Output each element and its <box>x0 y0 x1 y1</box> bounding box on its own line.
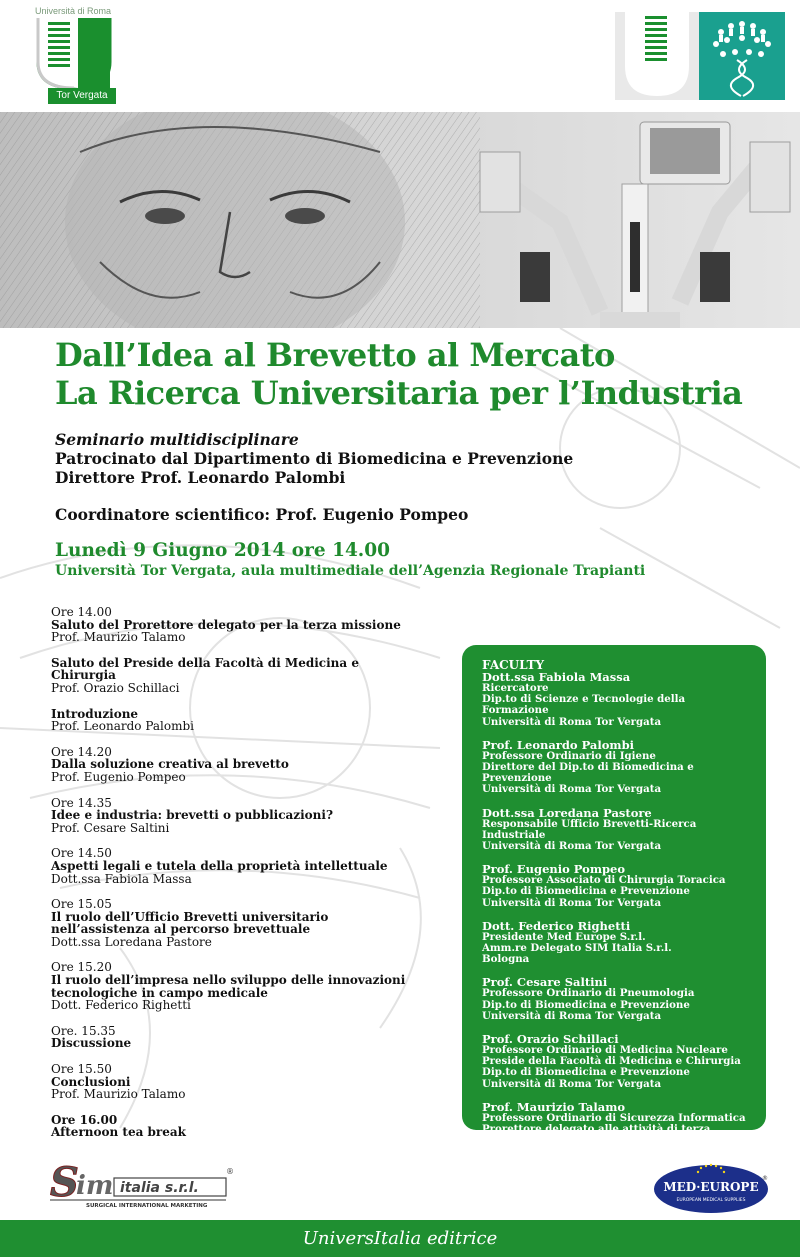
program-time: Ore 16.00 <box>51 1112 118 1127</box>
program-item <box>51 606 411 644</box>
svg-text:im: im <box>76 1171 114 1201</box>
faculty-member <box>482 671 746 728</box>
program-list <box>51 606 411 1152</box>
program-item <box>51 746 411 784</box>
faculty-role: Preside della Facoltà di Medicina e Chirurgia <box>482 1055 741 1068</box>
program-time: Ore. 15.35 <box>51 1023 116 1038</box>
program-speaker: Prof. Eugenio Pompeo <box>51 769 186 784</box>
program-speaker: Prof. Leonardo Palombi <box>51 719 194 734</box>
program-item <box>51 708 411 733</box>
faculty-member <box>482 739 746 796</box>
program-time: Ore 14.00 <box>51 605 112 619</box>
program-title: Il ruolo dell’impresa nello sviluppo delle innovazioni tecnologiche in campo medicale <box>51 973 406 1000</box>
faculty-role: Dip.to di Biomedicina e Prevenzione <box>482 998 690 1011</box>
publisher-name: UniversItalia editrice <box>302 1228 498 1249</box>
svg-text:S: S <box>50 1160 79 1206</box>
faculty-role: Prorettore delegato alle attività di terza missione <box>482 1123 711 1147</box>
program-item <box>51 1114 411 1139</box>
program-speaker: Prof. Maurizio Talamo <box>51 630 186 645</box>
faculty-name: Prof. Maurizio Talamo <box>482 1099 626 1114</box>
faculty-role: Amm.re Delegato SIM Italia S.r.l. <box>482 942 672 955</box>
program-title: Saluto del Preside della Facoltà di Medicina e Chirurgia <box>51 655 359 683</box>
faculty-role: Presidente Med Europe S.r.l. <box>482 930 646 943</box>
program-item <box>51 898 411 948</box>
program-item <box>51 847 411 885</box>
program-title: Dalla soluzione creativa al brevetto <box>51 757 289 772</box>
faculty-role: Professore Associato di Chirurgia Toracica <box>482 874 726 887</box>
department-tree-dna-logo-icon <box>615 12 785 100</box>
faculty-role: Professore Ordinario di Medicina Nucleare <box>482 1044 728 1057</box>
program-title: Aspetti legali e tutela della proprietà intellettuale <box>51 858 388 873</box>
faculty-role: Università di Roma Tor Vergata <box>482 1077 662 1090</box>
faculty-role: Dip.to di Scienze e Tecnologie della Formazione <box>482 693 686 717</box>
faculty-member <box>482 807 746 853</box>
faculty-member <box>482 1033 746 1090</box>
faculty-name: Prof. Leonardo Palombi <box>482 737 634 752</box>
faculty-role: Ricercatore <box>482 682 549 694</box>
university-u-logo-icon <box>34 18 114 90</box>
sim-logo-text: italia s.r.l. <box>120 1180 199 1196</box>
faculty-role: Università di Roma Tor Vergata <box>482 1009 662 1022</box>
event-date: Lunedì 9 Giugno 2014 ore 14.00 <box>55 540 390 561</box>
program-title: Conclusioni <box>51 1074 131 1089</box>
title-line-1: Dall’Idea al Brevetto al Mercato <box>55 336 615 374</box>
sim-italia-logo <box>50 1160 235 1208</box>
seminar-type: Seminario multidisciplinare <box>55 430 299 449</box>
faculty-role: Dip.to di Biomedicina e Prevenzione <box>482 1066 690 1079</box>
program-speaker: Prof. Orazio Schillaci <box>51 680 180 695</box>
program-time: Ore 14.35 <box>51 795 112 810</box>
program-speaker: Dott.ssa Loredana Pastore <box>51 934 212 949</box>
program-time: Ore 15.20 <box>51 960 112 975</box>
faculty-role: Bologna <box>482 953 530 966</box>
faculty-member <box>482 863 746 909</box>
program-time: Ore 15.50 <box>51 1062 112 1077</box>
program-title: Introduzione <box>51 706 139 721</box>
event-venue: Università Tor Vergata, aula multimediale dell’Agenzia Regionale Trapianti <box>55 563 646 579</box>
faculty-role: Università di Roma Tor Vergata <box>482 840 662 853</box>
program-title: Il ruolo dell’Ufficio Brevetti universitario nell’assistenza al percorso brevettuale <box>51 909 329 937</box>
director-line: Direttore Prof. Leonardo Palombi <box>55 468 346 487</box>
program-speaker: Prof. Maurizio Talamo <box>51 1087 186 1102</box>
faculty-role: Dip.to di Ingegneria dell’Impresa “Mario <box>482 1145 717 1158</box>
faculty-role: Professore Ordinario di Pneumologia <box>482 987 695 1000</box>
faculty-name: Prof. Eugenio Pompeo <box>482 862 626 877</box>
med-europe-tagline: EUROPEAN MEDICAL SUPPLIES <box>676 1198 746 1203</box>
program-speaker: Dott.ssa Fabiola Massa <box>51 871 192 886</box>
program-item <box>51 961 411 1011</box>
faculty-heading: FACULTY <box>482 658 545 672</box>
faculty-role: Università di Roma Tor Vergata <box>482 783 662 796</box>
med-europe-text: MED·EUROPE <box>663 1180 759 1194</box>
faculty-name: Dott.ssa Fabiola Massa <box>482 670 631 684</box>
faculty-member <box>482 920 746 966</box>
title-line-2: La Ricerca Universitaria per l’Industria <box>55 374 743 412</box>
faculty-name: Prof. Cesare Saltini <box>482 975 608 990</box>
program-item <box>51 1063 411 1101</box>
faculty-name: Dott.ssa Loredana Pastore <box>482 805 652 820</box>
program-item <box>51 657 411 695</box>
program-title: Idee e industria: brevetti o pubblicazioni? <box>51 808 333 823</box>
faculty-name: Prof. Orazio Schillaci <box>482 1032 619 1047</box>
faculty-role: Direttore del Dip.to di Biomedicina e Prevenzione <box>482 761 694 785</box>
faculty-name: Dott. Federico Righetti <box>482 918 631 933</box>
faculty-box <box>462 645 766 1158</box>
faculty-role: Professore Ordinario di Igiene <box>482 749 656 762</box>
svg-text:®: ® <box>226 1167 234 1176</box>
program-speaker: Dott. Federico Righetti <box>51 998 191 1013</box>
faculty-role: Professore Ordinario di Sicurezza Informatica <box>482 1111 746 1124</box>
faculty-role: Università di Roma Tor Vergata <box>482 896 662 909</box>
program-item <box>51 797 411 835</box>
patronage-line: Patrocinato dal Dipartimento di Biomedicina e Prevenzione <box>55 449 574 468</box>
page-title <box>55 336 795 412</box>
university-logo-bottom-text: Tor Vergata <box>48 88 116 104</box>
subtitle-block <box>55 430 775 487</box>
program-time: Ore 14.20 <box>51 744 112 759</box>
program-speaker: Prof. Cesare Saltini <box>51 820 170 835</box>
faculty-member <box>482 976 746 1022</box>
coordinator-line: Coordinatore scientifico: Prof. Eugenio Pompeo <box>55 505 469 524</box>
da-vinci-face-robot-banner <box>0 112 800 328</box>
faculty-role: Università di Roma Tor Vergata <box>482 715 662 728</box>
university-logo <box>30 6 116 104</box>
faculty-role: Responsabile Ufficio Brevetti-Ricerca Industriale <box>482 817 697 841</box>
svg-text:®: ® <box>762 1175 768 1182</box>
faculty-role: Dip.to di Biomedicina e Prevenzione <box>482 885 690 898</box>
sim-tagline: SURGICAL INTERNATIONAL MARKETING <box>86 1203 208 1208</box>
header <box>0 0 800 112</box>
med-europe-logo <box>652 1160 770 1215</box>
program-time: Ore 15.05 <box>51 897 112 912</box>
program-title: Afternoon tea break <box>51 1125 186 1140</box>
program-time: Ore 14.50 <box>51 846 112 861</box>
program-item <box>51 1025 411 1050</box>
university-logo-top-text: Università di Roma <box>34 6 112 16</box>
program-title: Discussione <box>51 1036 132 1051</box>
program-title: Saluto del Prorettore delegato per la terza missione <box>51 617 401 632</box>
publisher-bar <box>0 1220 800 1257</box>
